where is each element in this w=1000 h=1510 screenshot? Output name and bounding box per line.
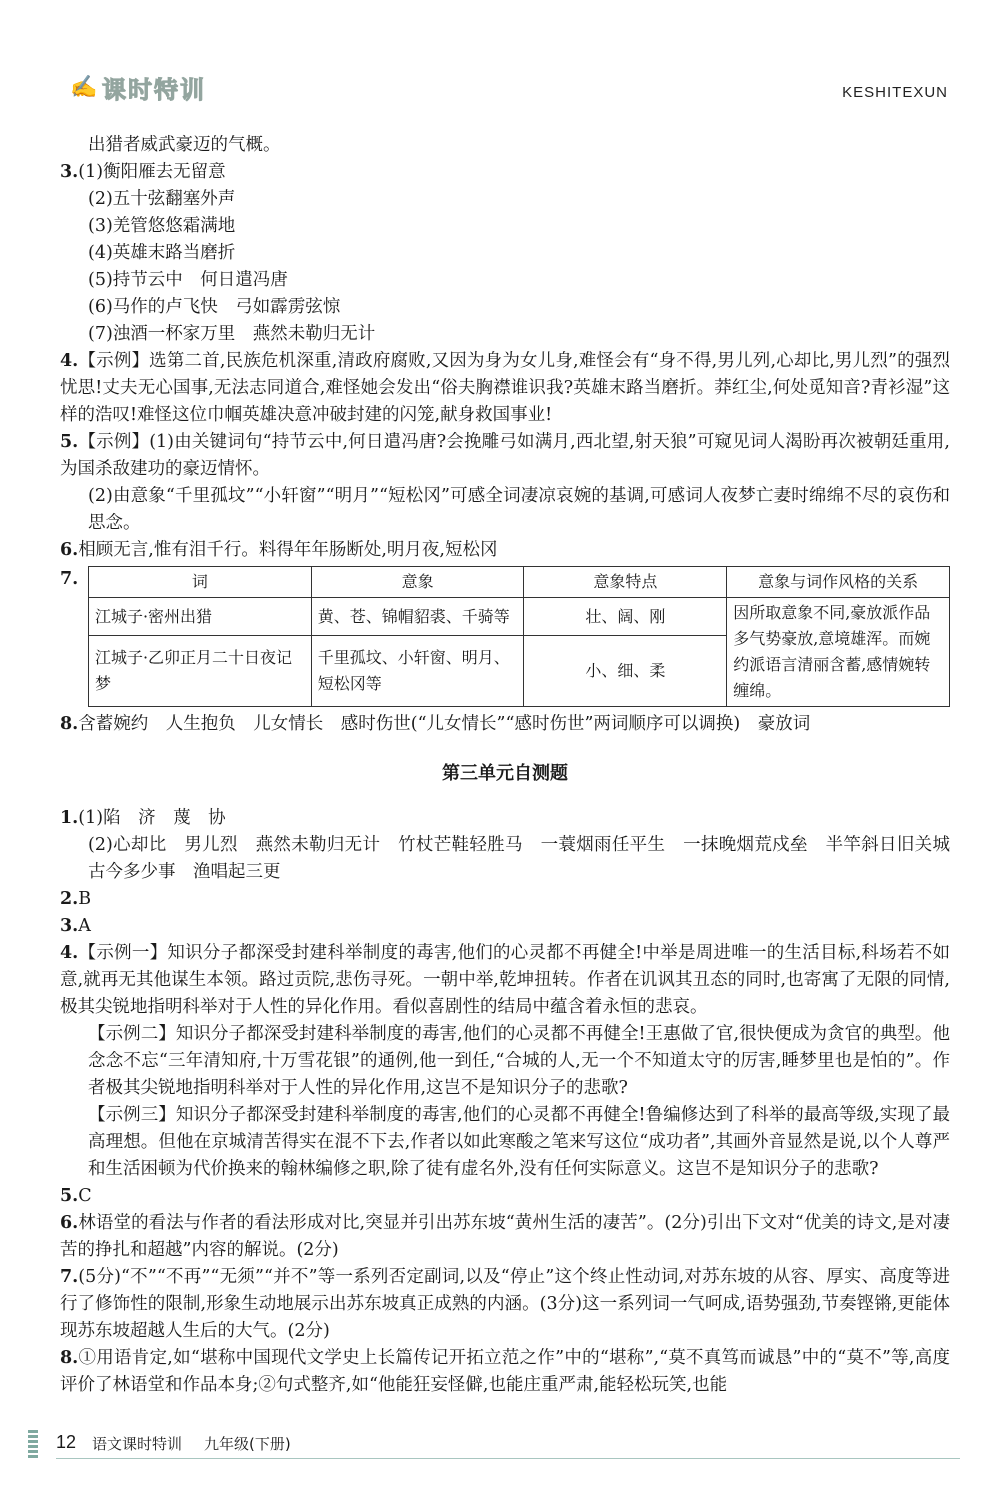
section-answer-6: 6.林语堂的看法与作者的看法形成对比,突显并引出苏东坡“黄州生活的凄苦”。(2分)引出下文对“优美的诗文,是对凄苦的挣扎和超越”内容的解说。(2分) bbox=[60, 1213, 950, 1260]
table-header: 意象与词作风格的关系 bbox=[727, 567, 950, 598]
logo bbox=[70, 70, 206, 105]
page-footer bbox=[28, 1428, 960, 1462]
table-cell: 壮、阔、刚 bbox=[524, 598, 727, 636]
answer-5: 5.【示例】(1)由关键词句“持节云中,何日遣冯唐?会挽雕弓如满月,西北望,射天狼”可窥见词人渴盼再次被朝廷重用,为国杀敌建功的豪迈情怀。 bbox=[60, 432, 950, 479]
section-answer-8: 8.①用语肯定,如“堪称中国现代文学史上长篇传记开拓立范之作”中的“堪称”,“莫不真笃而诚恳”中的“莫不”等,高度评价了林语堂和作品本身;②句式整齐,如“他能狂妄怪僻,也能庄重严肃,能轻松玩笑,也能 bbox=[60, 1348, 950, 1395]
page-header bbox=[60, 62, 948, 102]
text-line: (7)浊酒一杯家万里 燕然未勒归无计 bbox=[88, 324, 376, 344]
answer-4: 4.【示例】选第二首,民族危机深重,清政府腐败,又因为身为女儿身,难怪会有“身不得,男儿列,心却比,男儿烈”的强烈忧思!丈夫无心国事,无法志同道合,难怪她会发出“俗夫胸襟谁识我?英雄末路当磨折。莽红尘,何处觅知音?青衫湿”这样的浩叹!难怪这位巾帼英雄决意冲破封建的闪笼,献身救国事业! bbox=[60, 351, 950, 425]
section-title: 第三单元自测题 bbox=[442, 763, 568, 784]
table-cell: 江城子·密州出猎 bbox=[88, 598, 311, 636]
table-header-row bbox=[88, 567, 949, 598]
answer-7: 7. 词 意象 意象特点 意象与词作风格的关系 江城子·密州出猎 黄、苍、锦帽貂裘、千骑等 壮、阔、刚 因所取意象不同,豪放派作品多气势豪放,意境雄浑。而婉约派语言清丽含蓄,感情婉转缠绵。 江城子·乙卯正月二十日夜记梦 千里孤坟、小轩窗、明月、短松冈等 小、细、柔 bbox=[60, 566, 950, 707]
section-answer-4-example3: 【示例三】知识分子都深受封建科举制度的毒害,他们的心灵都不再健全!鲁编修达到了科举的最高等级,实现了最高理想。但他在京城清苦得实在混不下去,作者以如此寒酸之笔来写这位“成功者”,其画外音显然是说,以个人尊严和生活困顿为代价换来的翰林编修之职,除了徒有虚名外,没有任何实际意义。这岂不是知识分子的悲歌? bbox=[88, 1105, 950, 1179]
table-header: 意象特点 bbox=[524, 567, 727, 598]
section-answer-4-example2: 【示例二】知识分子都深受封建科举制度的毒害,他们的心灵都不再健全!王惠做了官,很快便成为贪官的典型。他念念不忘“三年清知府,十万雪花银”的通例,他一到任,“合城的人,无一个不知道太守的厉害,睡梦里也是怕的”。作者极其尖锐地指明科举对于人性的异化作用,这岂不是知识分子的悲歌? bbox=[88, 1024, 950, 1098]
text-line: (2)五十弦翻塞外声 bbox=[88, 189, 236, 209]
table-cell: 小、细、柔 bbox=[524, 636, 727, 707]
footer-decoration bbox=[28, 1430, 38, 1458]
answer-8: 8.含蓄婉约 人生抱负 儿女情长 感时伤世(“儿女情长”“感时伤世”两词顺序可以调换) 豪放词 bbox=[60, 714, 811, 734]
table-cell: 黄、苍、锦帽貂裘、千骑等 bbox=[311, 598, 524, 636]
page-content bbox=[60, 132, 968, 1399]
table-row bbox=[88, 598, 949, 636]
table-header: 词 bbox=[88, 567, 311, 598]
page-number: 12 bbox=[56, 1432, 77, 1452]
table-cell: 江城子·乙卯正月二十日夜记梦 bbox=[88, 636, 311, 707]
text-line: 出猎者威武豪迈的气概。 bbox=[88, 135, 281, 155]
section-answer-3: 3.A bbox=[60, 916, 91, 936]
answer-6: 6.相顾无言,惟有泪千行。料得年年肠断处,明月夜,短松冈 bbox=[60, 540, 498, 560]
section-answer-4: 4.【示例一】知识分子都深受封建科举制度的毒害,他们的心灵都不再健全!中举是周进唯一的生活目标,科场若不如意,就再无其他谋生本领。路过贡院,悲伤寻死。一朝中举,乾坤扭转。作者在讥讽其丑态的同时,也寄寓了无限的同情,极其尖锐地指明科举对于人性的异化作用。看似喜剧性的结局中蕴含着永恒的悲哀。 bbox=[60, 943, 950, 1017]
grade-label: 九年级(下册) bbox=[204, 1435, 291, 1453]
section-answer-5: 5.C bbox=[60, 1186, 92, 1206]
table-cell: 因所取意象不同,豪放派作品多气势豪放,意境雄浑。而婉约派语言清丽含蓄,感情婉转缠绵。 bbox=[727, 598, 950, 707]
section-answer-7: 7.(5分)“不”“不再”“无须”“并不”等一系列否定副词,以及“停止”这个终止性动词,对苏东坡的从容、厚实、高度等进行了修饰性的限制,形象生动地展示出苏东坡真正成熟的内涵。(3分)这一系列词一气呵成,语势强劲,节奏铿锵,更能体现苏东坡超越人生后的大气。(2分) bbox=[60, 1267, 950, 1341]
book-title: 语文课时特训 bbox=[92, 1435, 183, 1453]
table-cell: 千里孤坟、小轩窗、明月、短松冈等 bbox=[311, 636, 524, 707]
logo-text: 课时特训 bbox=[102, 76, 206, 104]
section-answer-2: 2.B bbox=[60, 889, 92, 909]
top-lines bbox=[60, 132, 950, 348]
text-line: 3.(1)衡阳雁去无留意 bbox=[60, 162, 226, 182]
answer-5-part2: (2)由意象“千里孤坟”“小轩窗”“明月”“短松冈”可感全词凄凉哀婉的基调,可感词人夜梦亡妻时绵绵不尽的哀伤和思念。 bbox=[88, 486, 950, 533]
section-answer-1: 1.(1)陷 济 蔑 协 bbox=[60, 808, 226, 828]
text-line: (5)持节云中 何日遣冯唐 bbox=[88, 270, 288, 290]
header-code: KESHITEXUN bbox=[842, 84, 948, 101]
imagery-table bbox=[88, 566, 950, 707]
section-answer-1-part2: (2)心却比 男儿烈 燕然未勒归无计 竹杖芒鞋轻胜马 一蓑烟雨任平生 一抹晚烟荒戍垒 半竿斜日旧关城 古今多少事 渔唱起三更 bbox=[88, 835, 968, 882]
table-header: 意象 bbox=[311, 567, 524, 598]
footer-rule bbox=[56, 1458, 960, 1459]
pen-icon: ✍ bbox=[70, 74, 98, 100]
text-line: (6)马作的卢飞快 弓如霹雳弦惊 bbox=[88, 297, 341, 317]
text-line: (3)羌管悠悠霜满地 bbox=[88, 216, 236, 236]
text-line: (4)英雄末路当磨折 bbox=[88, 243, 236, 263]
